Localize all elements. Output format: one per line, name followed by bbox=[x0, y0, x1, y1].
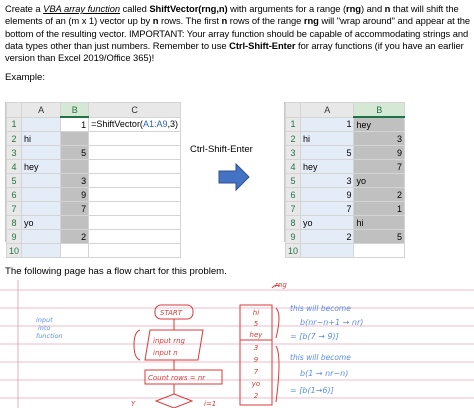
column-header-a[interactable]: A bbox=[22, 103, 61, 118]
cell-number: 5 bbox=[346, 147, 352, 158]
cell-b[interactable]: 3 bbox=[61, 174, 89, 188]
right-arrow-icon bbox=[217, 162, 251, 192]
problem-statement bbox=[5, 3, 471, 64]
sheet-row bbox=[286, 160, 405, 174]
vector-item: 2 bbox=[253, 392, 259, 400]
side-note: into bbox=[38, 324, 51, 332]
brace bbox=[276, 308, 279, 338]
cell-a[interactable] bbox=[301, 216, 354, 230]
cell-a[interactable]: yo bbox=[22, 216, 61, 230]
cell-text: yo bbox=[303, 217, 313, 228]
arg-n: n bbox=[384, 3, 391, 14]
arg-rng: rng bbox=[346, 3, 361, 14]
sheet-row bbox=[7, 160, 181, 174]
sheet-row bbox=[7, 230, 181, 244]
cell-b[interactable] bbox=[354, 117, 405, 132]
cell-b[interactable] bbox=[354, 244, 405, 258]
cell-a[interactable] bbox=[22, 174, 61, 188]
cell-number: 2 bbox=[346, 231, 352, 242]
start-label: START bbox=[160, 309, 183, 317]
row-header[interactable]: 9 bbox=[286, 230, 301, 244]
cell-a[interactable]: hi bbox=[22, 132, 61, 146]
cell-b[interactable]: 2 bbox=[61, 230, 89, 244]
cell-number: 7 bbox=[346, 203, 352, 214]
cell-b[interactable] bbox=[61, 132, 89, 146]
intro-text: for array functions (if you have an earlier version than Excel 2019/Office 365)! bbox=[5, 39, 464, 64]
cell-number: 3 bbox=[346, 175, 352, 186]
example-label: Example: bbox=[5, 72, 45, 83]
row-header[interactable]: 5 bbox=[286, 174, 301, 188]
ctrl-shift-enter-label: Ctrl-Shift-Enter bbox=[190, 144, 253, 155]
cell-number: 7 bbox=[396, 161, 402, 172]
row-header[interactable]: 6 bbox=[286, 188, 301, 202]
vector-item: 7 bbox=[253, 368, 259, 376]
row-header[interactable]: 8 bbox=[286, 216, 301, 230]
row-header[interactable]: 2 bbox=[7, 132, 22, 146]
row-header[interactable]: 4 bbox=[286, 160, 301, 174]
formula-text: =ShiftVector( bbox=[91, 119, 143, 130]
right-note: = [b(1→6)] bbox=[290, 386, 334, 395]
cell-c[interactable] bbox=[89, 216, 181, 230]
cell-a[interactable] bbox=[301, 174, 354, 188]
row-header[interactable]: 3 bbox=[286, 146, 301, 160]
row-header[interactable]: 7 bbox=[7, 202, 22, 216]
right-note: b(nr−n+1 → nr) bbox=[300, 318, 364, 327]
cell-c[interactable] bbox=[89, 174, 181, 188]
sheet-row bbox=[7, 216, 181, 230]
cell-text: hi bbox=[356, 217, 364, 228]
cell-b[interactable] bbox=[354, 132, 405, 146]
cell-a[interactable] bbox=[22, 244, 61, 258]
sheet-row bbox=[7, 132, 181, 146]
cell-number: 2 bbox=[396, 189, 402, 200]
ctrl-shift-enter-text: Ctrl-Shift-Enter bbox=[229, 39, 296, 51]
handwritten-flowchart bbox=[0, 280, 474, 408]
right-note: this will become bbox=[290, 353, 351, 362]
vector-item: yo bbox=[251, 380, 261, 388]
cell-b[interactable] bbox=[354, 146, 405, 160]
sheet-row bbox=[7, 244, 181, 258]
cell-number: 1 bbox=[346, 119, 352, 130]
cell-b[interactable] bbox=[354, 188, 405, 202]
column-header-a[interactable]: A bbox=[301, 103, 354, 118]
decision-diamond bbox=[156, 394, 192, 408]
cell-a[interactable] bbox=[301, 160, 354, 174]
cell-b[interactable] bbox=[354, 174, 405, 188]
cell-text: hey bbox=[303, 161, 318, 172]
cell-a[interactable] bbox=[301, 230, 354, 244]
vector-item: hey bbox=[249, 331, 263, 339]
sheet-row bbox=[7, 188, 181, 202]
function-signature: ShiftVector(rng,n) bbox=[149, 3, 228, 14]
cell-c[interactable] bbox=[89, 146, 181, 160]
arg-n: n bbox=[152, 15, 159, 27]
formula-range-ref: A1:A9 bbox=[142, 119, 168, 130]
input-rng-label: input rng bbox=[153, 337, 185, 345]
cell-b[interactable]: 7 bbox=[61, 202, 89, 216]
rng-label: rng bbox=[275, 281, 287, 289]
sheet-row bbox=[286, 202, 405, 216]
cell-number: 5 bbox=[396, 231, 402, 242]
right-note: this will become bbox=[290, 304, 351, 313]
cell-b[interactable] bbox=[61, 216, 89, 230]
input-n-label: input n bbox=[153, 349, 178, 357]
cell-number: 1 bbox=[396, 203, 402, 214]
row-header[interactable]: 4 bbox=[7, 160, 22, 174]
cell-a[interactable] bbox=[22, 146, 61, 160]
row-header[interactable]: 7 bbox=[286, 202, 301, 216]
brace bbox=[134, 330, 140, 360]
intro-text: that will shift the elements of an (m x 1) vector up by bbox=[5, 3, 459, 27]
right-note: = [b(7 → 9)] bbox=[290, 332, 339, 341]
row-header[interactable]: 1 bbox=[7, 117, 22, 132]
cell-a[interactable] bbox=[301, 244, 354, 258]
cell-b[interactable] bbox=[354, 160, 405, 174]
cell-c[interactable] bbox=[89, 244, 181, 258]
decision-y-label: Y bbox=[131, 400, 136, 408]
sheet-row bbox=[286, 230, 405, 244]
cell-b[interactable] bbox=[354, 202, 405, 216]
cell-a[interactable] bbox=[301, 202, 354, 216]
corner-cell[interactable] bbox=[286, 103, 301, 118]
cell-c[interactable] bbox=[89, 230, 181, 244]
sheet-row bbox=[286, 174, 405, 188]
intro-text: rows of the range bbox=[227, 15, 304, 27]
left-spreadsheet bbox=[5, 102, 181, 256]
right-spreadsheet bbox=[284, 102, 405, 256]
row-header[interactable]: 9 bbox=[7, 230, 22, 244]
sheet-row bbox=[286, 117, 405, 132]
cell-b[interactable]: 1 bbox=[61, 117, 89, 132]
cell-b[interactable] bbox=[354, 230, 405, 244]
row-header[interactable]: 10 bbox=[286, 244, 301, 258]
cell-b[interactable] bbox=[61, 160, 89, 174]
i-equals-one-label: i=1 bbox=[204, 400, 217, 408]
cell-b[interactable] bbox=[61, 244, 89, 258]
intro-text: with arguments for a range ( bbox=[227, 3, 347, 14]
formula-text: ,3) bbox=[167, 119, 178, 130]
cell-a[interactable] bbox=[301, 132, 354, 146]
cell-text: hi bbox=[303, 133, 311, 144]
cell-number: 9 bbox=[396, 147, 402, 158]
cell-a[interactable] bbox=[22, 202, 61, 216]
sheet-row bbox=[7, 202, 181, 216]
column-header-b[interactable]: B bbox=[354, 103, 405, 118]
brace bbox=[276, 346, 279, 402]
arg-n: n bbox=[221, 15, 228, 27]
cell-b[interactable]: 9 bbox=[61, 188, 89, 202]
intro-text: rows. The first bbox=[158, 15, 222, 27]
row-header[interactable]: 1 bbox=[286, 117, 301, 132]
sheet-row bbox=[7, 146, 181, 160]
cell-a[interactable] bbox=[22, 188, 61, 202]
flowchart-caption: The following page has a flow chart for this problem. bbox=[5, 266, 227, 277]
cell-a[interactable] bbox=[301, 188, 354, 202]
sheet-row bbox=[7, 174, 181, 188]
row-header[interactable]: 3 bbox=[7, 146, 22, 160]
cell-number: 9 bbox=[346, 189, 352, 200]
cell-b[interactable] bbox=[354, 216, 405, 230]
vector-item: 5 bbox=[253, 320, 259, 328]
cell-text: yo bbox=[356, 175, 366, 186]
cell-a[interactable] bbox=[301, 146, 354, 160]
sheet-row bbox=[286, 216, 405, 230]
cell-b[interactable]: 5 bbox=[61, 146, 89, 160]
row-header[interactable]: 10 bbox=[7, 244, 22, 258]
cell-c[interactable] bbox=[89, 117, 181, 132]
corner-cell[interactable] bbox=[7, 103, 22, 118]
vba-array-function-link: VBA array function bbox=[43, 3, 121, 14]
sheet-row bbox=[286, 244, 405, 258]
vector-item: hi bbox=[252, 309, 260, 317]
cell-a[interactable] bbox=[22, 230, 61, 244]
column-header-c[interactable]: C bbox=[89, 103, 181, 118]
row-header[interactable]: 6 bbox=[7, 188, 22, 202]
row-header[interactable]: 5 bbox=[7, 174, 22, 188]
cell-text: hey bbox=[356, 119, 371, 130]
count-rows-label: Count rows = nr bbox=[148, 374, 206, 382]
vector-item: 9 bbox=[253, 356, 259, 364]
sheet-row bbox=[286, 188, 405, 202]
vector-item: 3 bbox=[253, 344, 259, 352]
cell-c[interactable] bbox=[89, 132, 181, 146]
cell-a[interactable] bbox=[301, 117, 354, 132]
row-header[interactable]: 2 bbox=[286, 132, 301, 146]
column-header-b[interactable]: B bbox=[61, 103, 89, 118]
cell-c[interactable] bbox=[89, 202, 181, 216]
row-header[interactable]: 8 bbox=[7, 216, 22, 230]
intro-text: Create a bbox=[5, 3, 44, 14]
intro-text: called bbox=[120, 3, 150, 14]
side-note: input bbox=[36, 316, 53, 324]
cell-c[interactable] bbox=[89, 188, 181, 202]
sheet-row bbox=[286, 132, 405, 146]
arg-rng: rng bbox=[303, 15, 319, 27]
sheet-row bbox=[286, 146, 405, 160]
intro-text: will "wrap around" and appear at the bottom of the resulting vector. IMPORTANT: Your array function should be capable of accommodating strings and data types other than just numbers. Remember to use bbox=[5, 15, 471, 51]
right-note: b(1 → nr−n) bbox=[300, 369, 349, 378]
side-note: function bbox=[36, 332, 63, 340]
cell-a[interactable] bbox=[22, 117, 61, 132]
intro-text: ) and bbox=[360, 3, 385, 14]
sheet-row bbox=[7, 117, 181, 132]
cell-number: 3 bbox=[396, 133, 402, 144]
cell-c[interactable] bbox=[89, 160, 181, 174]
cell-a[interactable]: hey bbox=[22, 160, 61, 174]
